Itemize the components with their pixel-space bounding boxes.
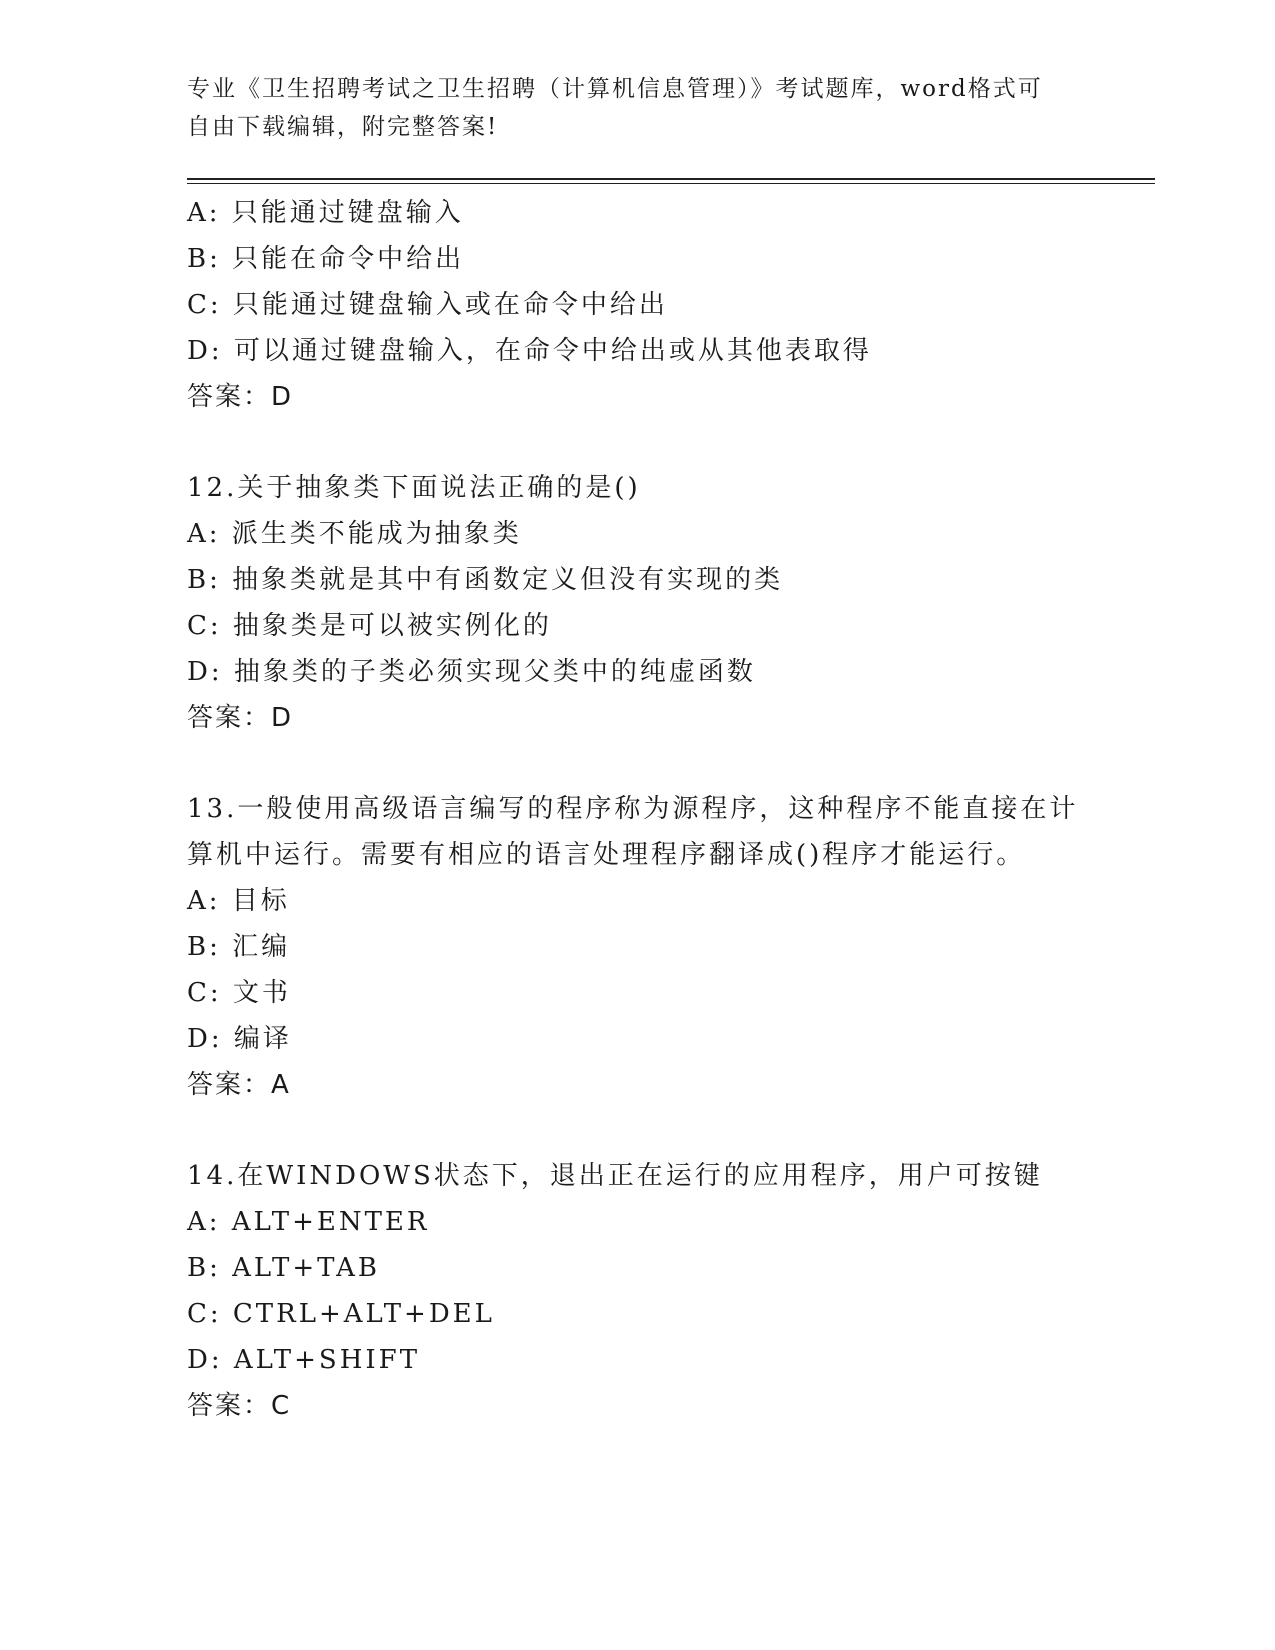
- option-a: A: ALT+ENTER: [187, 1207, 430, 1237]
- question-text: 14.在WINDOWS状态下，退出正在运行的应用程序，用户可按键: [187, 1161, 1043, 1191]
- option-b: B: 抽象类就是其中有函数定义但没有实现的类: [187, 565, 784, 595]
- answer: 答案：D: [187, 703, 294, 733]
- option-b: B: 汇编: [187, 932, 291, 962]
- header-divider: [187, 178, 1155, 180]
- document-header: 专业《卫生招聘考试之卫生招聘（计算机信息管理）》考试题库，word格式可自由下载编辑，附完整答案!: [187, 76, 1043, 140]
- option-c: C: 文书: [187, 978, 291, 1008]
- option-c: C: 只能通过键盘输入或在命令中给出: [187, 290, 668, 320]
- question-text: 12.关于抽象类下面说法正确的是(): [187, 473, 641, 503]
- spacer: [187, 741, 1087, 786]
- spacer: [187, 420, 1087, 465]
- answer: 答案：A: [187, 1070, 291, 1100]
- option-b: B: 只能在命令中给出: [187, 244, 465, 274]
- option-a: A: 目标: [187, 886, 290, 916]
- option-a: A: 派生类不能成为抽象类: [187, 519, 522, 549]
- question-13: [187, 786, 1087, 1108]
- option-c: C: CTRL+ALT+DEL: [187, 1299, 495, 1329]
- question-12: [187, 465, 1087, 741]
- question-14: [187, 1153, 1087, 1429]
- answer: 答案：D: [187, 382, 294, 412]
- question-list: [187, 190, 1087, 1429]
- option-d: D: ALT+SHIFT: [187, 1345, 421, 1375]
- option-d: D: 可以通过键盘输入，在命令中给出或从其他表取得: [187, 336, 872, 366]
- option-a: A: 只能通过键盘输入: [187, 198, 464, 228]
- option-d: D: 编译: [187, 1024, 292, 1054]
- question-11: [187, 190, 1087, 420]
- option-d: D: 抽象类的子类必须实现父类中的纯虚函数: [187, 657, 756, 687]
- option-c: C: 抽象类是可以被实例化的: [187, 611, 552, 641]
- answer: 答案：C: [187, 1391, 292, 1421]
- question-text: 13.一般使用高级语言编写的程序称为源程序，这种程序不能直接在计算机中运行。需要有相应的语言处理程序翻译成()程序才能运行。: [187, 794, 1079, 870]
- option-b: B: ALT+TAB: [187, 1253, 380, 1283]
- spacer: [187, 1108, 1087, 1153]
- header-divider-thin: [187, 183, 1155, 184]
